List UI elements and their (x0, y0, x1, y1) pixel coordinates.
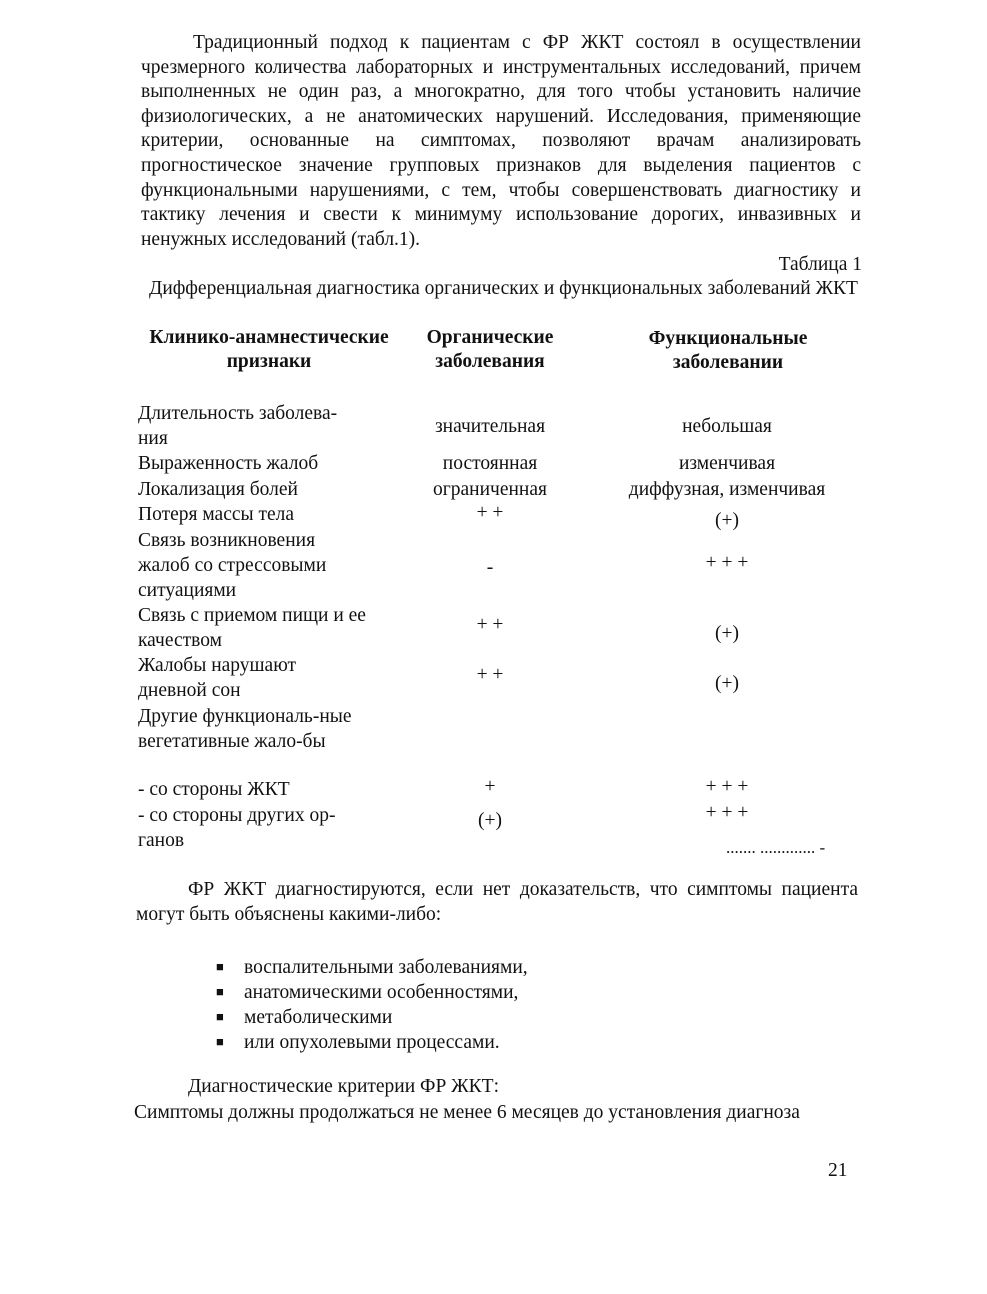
criteria-text: Симптомы должны продолжаться не менее 6 месяцев до установления диагноза (134, 1102, 800, 1123)
row-5-feature: Связь возникновения жалоб со стрессовыми ситуациями (138, 530, 327, 601)
row-1-feature: Длительность заболева-ния (138, 403, 338, 449)
list-item-text: или опухолевыми процессами. (244, 1032, 500, 1053)
square-bullet-icon: ■ (216, 1034, 224, 1049)
list-item-text: метаболическими (244, 1007, 393, 1028)
row-3-functional: диффузная, изменчивая (628, 479, 826, 500)
row-1-organic: значительная (434, 416, 546, 437)
list-item (216, 954, 528, 979)
intro-paragraph: Традиционный подход к пациентам с ФР ЖКТ состоял в осуществлении чрезмерного количества лабораторных и инструментальных исследований, причем выполненных не один раз, а многократно, для того чтобы установить наличие физиологических, а не анатомических нарушений. Исследования, применяющие критерии, основанные на симптомах, позволяют врачам анализировать прогностическое значение групповых признаков для выделения пациентов с функциональными нарушениями, с тем, чтобы совершенствовать диагностику и тактику лечения и свести к минимуму использование дорогих, инвазивных и ненужных исследований (табл.1). (141, 32, 861, 250)
row-9-functional: + + + (705, 776, 749, 797)
row-8-feature: Другие функциональ-ные вегетативные жало-бы (138, 706, 352, 752)
row-6-organic: + + (476, 614, 504, 635)
row-3-feature: Локализация болей (138, 479, 298, 500)
row-4-organic: + + (476, 502, 504, 523)
criteria-heading: Диагностические критерии ФР ЖКТ: (188, 1076, 499, 1097)
row-2-functional: изменчивая (678, 453, 776, 474)
list-item (216, 979, 528, 1004)
row-1-functional: небольшая (682, 416, 772, 437)
trailing-dots: ....... ............. - (726, 838, 826, 857)
list-item (216, 1029, 528, 1054)
header-feature: Клинико-анамнестические признаки (149, 327, 389, 372)
row-6-functional: (+) (715, 623, 739, 644)
row-5-organic: - (486, 557, 494, 578)
row-6-feature: Связь с приемом пищи и ее качеством (138, 605, 366, 651)
row-7-feature: Жалобы нарушают дневной сон (138, 655, 297, 701)
row-5-functional: + + + (705, 552, 749, 573)
list-item (216, 1004, 528, 1029)
header-functional: Функциональные заболевании (648, 328, 808, 373)
row-10-feature: - со стороны других ор-ганов (138, 805, 336, 851)
second-paragraph: ФР ЖКТ диагностируются, если нет доказательств, что симптомы пациента могут быть объяснены какими-либо: (136, 879, 858, 925)
row-3-organic: ограниченная (433, 479, 547, 500)
table-number-label: Таблица 1 (778, 254, 862, 275)
square-bullet-icon: ■ (216, 1009, 224, 1024)
page-number: 21 (828, 1160, 848, 1181)
row-10-functional: + + + (705, 802, 749, 823)
row-10-organic: (+) (478, 810, 502, 831)
row-9-feature: - со стороны ЖКТ (138, 779, 290, 800)
row-4-functional: (+) (715, 510, 739, 531)
row-7-functional: (+) (715, 673, 739, 694)
row-9-organic: + (484, 776, 496, 797)
table-title: Дифференциальная диагностика органических и функциональных заболеваний ЖКТ (149, 278, 858, 299)
bullet-list (216, 954, 528, 1054)
row-7-organic: + + (476, 664, 504, 685)
row-2-feature: Выраженность жалоб (138, 453, 319, 474)
square-bullet-icon: ■ (216, 959, 224, 974)
list-item-text: анатомическими особенностями, (244, 982, 519, 1003)
row-4-feature: Потеря массы тела (138, 504, 295, 525)
row-2-organic: постоянная (442, 453, 538, 474)
header-organic: Органические заболевания (426, 327, 554, 372)
list-item-text: воспалительными заболеваниями, (244, 957, 528, 978)
square-bullet-icon: ■ (216, 984, 224, 999)
